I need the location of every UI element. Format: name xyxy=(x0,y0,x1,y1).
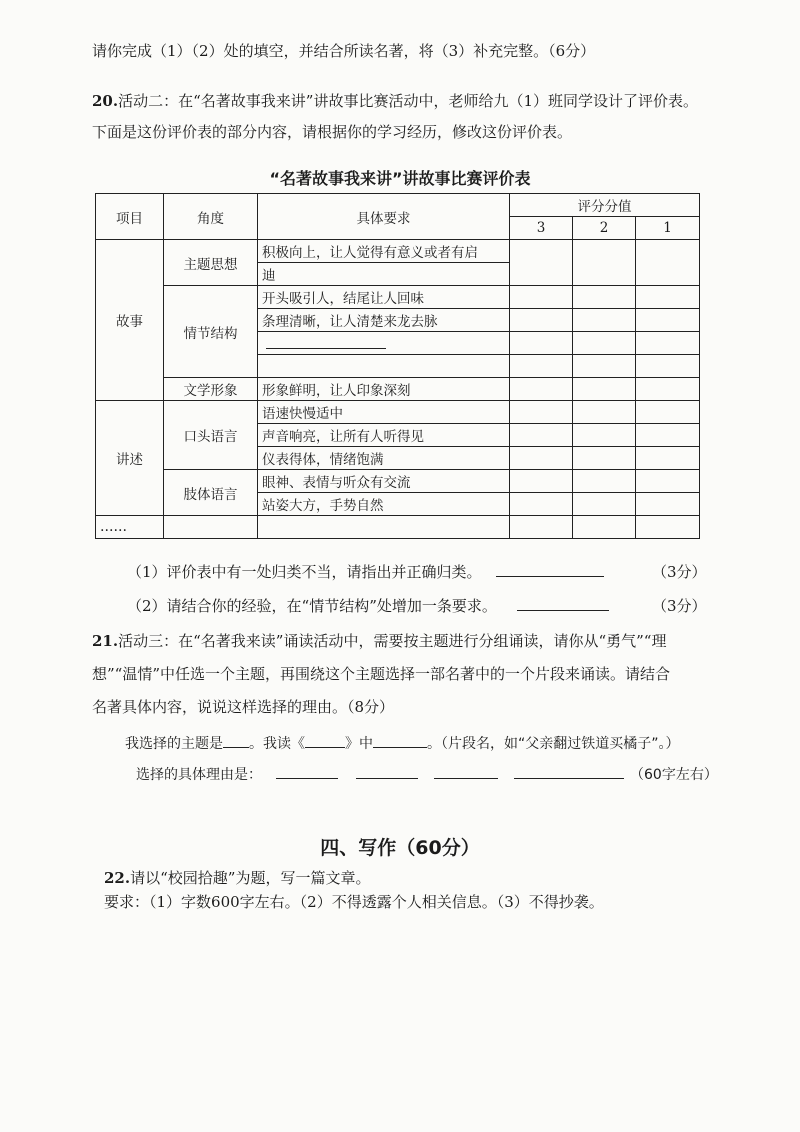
q19-tail: 请你完成（1）（2）处的填空，并结合所读名著，将（3）补充完整。（6分） xyxy=(92,42,596,60)
angle-body: 肢体语言 xyxy=(164,470,258,516)
reason-blank-2[interactable] xyxy=(356,764,418,779)
q22-line2: 要求：（1）字数600字左右。（2）不得透露个人相关信息。（3）不得抄袭。 xyxy=(104,893,604,911)
item-tell: 讲述 xyxy=(96,401,164,516)
q20-sub1-answer-blank[interactable] xyxy=(496,562,604,577)
q21-line3: 名著具体内容，说说这样选择的理由。（8分） xyxy=(92,698,395,716)
req-body-2: 站姿大方，手势自然 xyxy=(258,493,510,516)
header-requirement: 具体要求 xyxy=(258,194,510,240)
q22-line1-text: 请以“校园拾趣”为题，写一篇文章。 xyxy=(130,869,371,887)
req-theme-2: 迪 xyxy=(258,263,510,286)
q20-number: 20. xyxy=(92,92,119,110)
table-title: “名著故事我来讲”讲故事比赛评价表 xyxy=(269,169,531,188)
req-theme-1: 积极向上，让人觉得有意义或者有启 xyxy=(258,240,510,263)
q20-line1-text: 活动二：在“名著故事我来讲”讲故事比赛活动中，老师给九（1）班同学设计了评价表。 xyxy=(118,92,698,110)
q21-line1 xyxy=(92,631,666,651)
section-writing: 四、写作（60分） xyxy=(320,837,480,859)
header-item: 项目 xyxy=(96,194,164,240)
reason-blank-1[interactable] xyxy=(276,764,338,779)
req-oral-2: 声音响亮，让所有人听得见 xyxy=(258,424,510,447)
req-oral-3: 仪表得体，情绪饱满 xyxy=(258,447,510,470)
q21-fill1-c: 》中 xyxy=(345,736,373,752)
q21-fill2 xyxy=(136,764,718,785)
req-image-1: 形象鲜明，让人印象深刻 xyxy=(258,378,510,401)
header-angle: 角度 xyxy=(164,194,258,240)
reason-blank-4[interactable] xyxy=(514,764,624,779)
q21-fill2-label: 选择的具体理由是： xyxy=(136,767,262,783)
q21-number: 21. xyxy=(92,632,119,650)
q22-number: 22. xyxy=(104,869,131,887)
item-etc: …… xyxy=(96,516,164,539)
q20-sub2 xyxy=(127,596,609,616)
header-score-3: 3 xyxy=(510,217,573,240)
q20-sub1 xyxy=(127,562,604,582)
book-blank[interactable] xyxy=(305,733,345,748)
q22-line1 xyxy=(104,868,370,888)
q21-fill1-b: 。我读《 xyxy=(249,736,305,752)
q21-fill1-d: 。（片段名，如“父亲翻过铁道买橘子”。） xyxy=(427,736,680,752)
header-score: 评分分值 xyxy=(510,194,700,217)
q20-line2: 下面是这份评价表的部分内容，请根据你的学习经历，修改这份评价表。 xyxy=(92,123,573,141)
angle-image: 文学形象 xyxy=(164,378,258,401)
reason-blank-3[interactable] xyxy=(434,764,498,779)
angle-plot: 情节结构 xyxy=(164,286,258,378)
q21-fill1-a: 我选择的主题是 xyxy=(125,736,223,752)
q21-fill1 xyxy=(125,733,680,754)
q21-fill2-note: （60字左右） xyxy=(630,767,718,783)
theme-blank[interactable] xyxy=(223,733,249,748)
q21-line1-text: 活动三：在“名著我来读”诵读活动中，需要按主题进行分组诵读，请你从“勇气”“理 xyxy=(118,632,667,650)
q20-sub1-score: （3分） xyxy=(652,563,707,581)
req-body-1: 眼神、表情与听众有交流 xyxy=(258,470,510,493)
q20-sub2-text: （2）请结合你的经验，在“情节结构”处增加一条要求。 xyxy=(127,597,497,615)
q21-line2: 想”“温情”中任选一个主题，再围绕这个主题选择一部名著中的一个片段来诵读。请结合 xyxy=(92,665,671,683)
q20-sub1-text: （1）评价表中有一处归类不当，请指出并正确归类。 xyxy=(127,563,482,581)
q20-sub2-score: （3分） xyxy=(652,597,707,615)
item-story: 故事 xyxy=(96,240,164,401)
header-score-2: 2 xyxy=(573,217,636,240)
req-plot-2: 条理清晰，让人清楚来龙去脉 xyxy=(258,309,510,332)
q20-sub2-answer-blank[interactable] xyxy=(517,596,609,611)
req-oral-1: 语速快慢适中 xyxy=(258,401,510,424)
req-plot-1: 开头吸引人，结尾让人回味 xyxy=(258,286,510,309)
req-plot-blank xyxy=(258,332,510,355)
evaluation-table xyxy=(95,193,700,539)
header-score-1: 1 xyxy=(636,217,700,240)
angle-theme: 主题思想 xyxy=(164,240,258,286)
passage-blank[interactable] xyxy=(373,733,427,748)
q20-line1 xyxy=(92,91,698,111)
req-plot-extra xyxy=(258,355,510,378)
angle-oral: 口头语言 xyxy=(164,401,258,470)
